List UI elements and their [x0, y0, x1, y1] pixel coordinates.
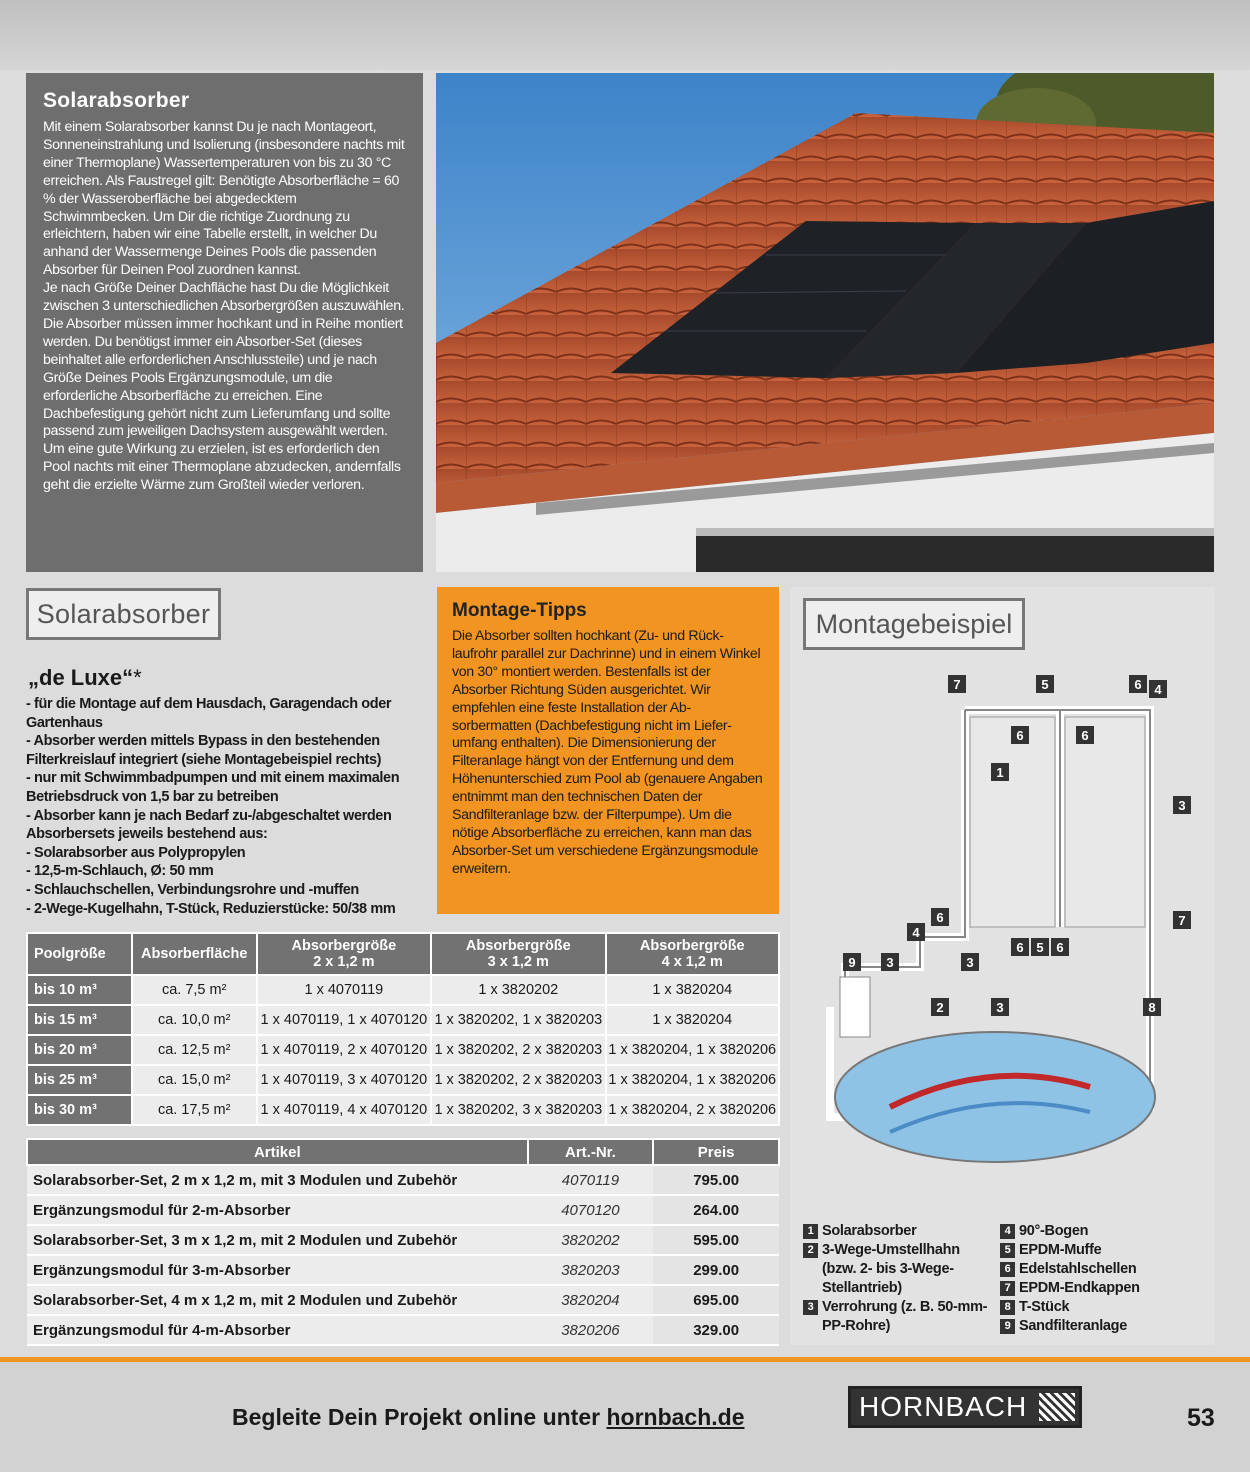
legend-number: 9 [1000, 1319, 1015, 1334]
footer-text-label: Begleite Dein Projekt online unter [232, 1404, 607, 1430]
diagram-badge [1076, 726, 1094, 744]
legend-number: 8 [1000, 1300, 1015, 1315]
legend-number: 6 [1000, 1262, 1015, 1277]
list-item: - Absorber werden mittels Bypass in den bestehenden Filterkreislauf integriert (siehe Montagebeispiel rechts) [26, 733, 382, 768]
diagram-badge [1011, 938, 1029, 956]
list-item: - 12,5-m-Schlauch, Ø: 50 mm [26, 863, 214, 880]
table-cell: 1 x 3820202, 2 x 3820203 [431, 1065, 605, 1095]
svg-text:3: 3 [886, 955, 894, 970]
table-cell: 1 x 4070119, 2 x 4070120 [257, 1035, 431, 1065]
legend-item [1000, 1317, 1210, 1336]
svg-text:5: 5 [1041, 677, 1049, 692]
list-item: - für die Montage auf dem Hausdach, Garagendach oder Gartenhaus [26, 696, 392, 731]
table-header: Preis [653, 1139, 779, 1165]
page-number: 53 [1187, 1404, 1215, 1432]
montage-tips-box [437, 587, 779, 914]
article-price: 299.00 [653, 1255, 779, 1285]
table-cell: ca. 15,0 m² [132, 1065, 257, 1095]
table-header: Absorberfläche [132, 933, 257, 975]
article-number: 3820206 [528, 1315, 654, 1345]
table-row [27, 1165, 779, 1195]
montage-diagram [790, 587, 1215, 1207]
diagram-badge [1031, 938, 1049, 956]
deluxe-feature-list [26, 695, 426, 918]
logo-hatch-icon [1039, 1393, 1075, 1421]
article-price: 595.00 [653, 1225, 779, 1255]
footer-text [232, 1404, 744, 1431]
article-name: Ergänzungsmodul für 2-m-Absorber [27, 1195, 528, 1225]
svg-text:1: 1 [996, 765, 1004, 780]
svg-text:3: 3 [966, 955, 974, 970]
logo-text: HORNBACH [859, 1391, 1028, 1422]
article-name: Solarabsorber-Set, 3 m x 1,2 m, mit 2 Modulen und Zubehör [27, 1225, 528, 1255]
deluxe-star: * [133, 665, 142, 690]
sandfilter [840, 977, 870, 1037]
diagram-badge [948, 675, 966, 693]
table-cell: 1 x 3820204 [606, 975, 779, 1005]
absorber-panel-right [1065, 717, 1145, 927]
table-row [27, 1065, 779, 1095]
table-cell: 1 x 3820204, 2 x 3820206 [606, 1095, 779, 1125]
legend-item [803, 1298, 993, 1336]
roof-photo [436, 73, 1214, 572]
legend-item [803, 1241, 993, 1298]
svg-text:6: 6 [1016, 940, 1024, 955]
table-header: Absorbergröße 4 x 1,2 m [606, 933, 779, 975]
table-row [27, 1195, 779, 1225]
diagram-badge [991, 763, 1009, 781]
deluxe-title-text: „de Luxe“ [28, 665, 134, 690]
table-row [27, 1285, 779, 1315]
table-cell: ca. 7,5 m² [132, 975, 257, 1005]
table-header: Artikel [27, 1139, 528, 1165]
diagram-badge [931, 998, 949, 1016]
section-title: Solarabsorber [26, 588, 221, 640]
diagram-badge [1129, 675, 1147, 693]
intro-title: Solarabsorber [43, 89, 190, 112]
svg-text:5: 5 [1036, 940, 1044, 955]
svg-text:6: 6 [1016, 728, 1024, 743]
table-header: Art.-Nr. [528, 1139, 654, 1165]
article-table [26, 1138, 780, 1346]
table-cell: ca. 12,5 m² [132, 1035, 257, 1065]
legend-label: Verrohrung (z. B. 50-mm-PP-Rohre) [822, 1299, 988, 1334]
deluxe-title [28, 665, 426, 691]
tips-text: Die Absorber sollten hochkant (Zu- und Rücklaufrohr parallel zur Dachrinne) und in einem Winkel von 30° montiert werden. Bestenfalls ist der Absorber Richtung Süden ausgerichtet. Wir empfehlen eine feste Installation der Absorbermatten (Dachbefestigung nicht im Lieferumfang enthalten). Die Dimensionierung der Filteranlage hängt von der Entfernung und dem Höhenunterschied zum Pool ab (genauere Angaben entnimmt man den technischen Daten der Sandfilteranlage bzw. der Filterpumpe). Um die nötige Absorberfläche zu erreichen, kann man das Absorber-Set um verschiedene Ergänzungsmodule erweitern. [452, 628, 763, 877]
table-cell: 1 x 3820202, 3 x 3820203 [431, 1095, 605, 1125]
diagram-badge [881, 953, 899, 971]
legend-left [803, 1222, 993, 1336]
legend-item [1000, 1222, 1210, 1241]
table-cell: ca. 10,0 m² [132, 1005, 257, 1035]
article-name: Solarabsorber-Set, 2 m x 1,2 m, mit 3 Modulen und Zubehör [27, 1165, 528, 1195]
svg-text:6: 6 [1056, 940, 1064, 955]
diagram-badge [991, 998, 1009, 1016]
list-item: - Schlauchschellen, Verbindungsrohre und -muffen [26, 881, 359, 898]
svg-text:4: 4 [912, 925, 920, 940]
table-cell: ca. 17,5 m² [132, 1095, 257, 1125]
pool [835, 1032, 1155, 1162]
svg-text:7: 7 [1178, 913, 1186, 928]
diagram-badge [1149, 680, 1167, 698]
svg-text:3: 3 [996, 1000, 1004, 1015]
article-name: Ergänzungsmodul für 4-m-Absorber [27, 1315, 528, 1345]
list-item: - 2-Wege-Kugelhahn, T-Stück, Reduzierstücke: 50/38 mm [26, 900, 396, 917]
svg-text:4: 4 [1154, 682, 1162, 697]
table-header: Absorbergröße 3 x 1,2 m [431, 933, 605, 975]
legend-item [1000, 1260, 1210, 1279]
legend-label: Solarabsorber [822, 1223, 917, 1239]
table-cell: bis 30 m³ [27, 1095, 132, 1125]
legend-label: 3-Wege-Umstellhahn (bzw. 2- bis 3-Wege-Stellantrieb) [822, 1242, 960, 1296]
article-number: 4070120 [528, 1195, 654, 1225]
top-band [0, 0, 1250, 70]
list-item: - Absorber kann je nach Bedarf zu-/abgeschaltet werden [26, 807, 392, 824]
list-item: - nur mit Schwimmbadpumpen und mit einem maximalen Betriebsdruck von 1,5 bar zu betreiben [26, 770, 400, 805]
table-cell: 1 x 3820202, 2 x 3820203 [431, 1035, 605, 1065]
article-name: Ergänzungsmodul für 3-m-Absorber [27, 1255, 528, 1285]
table-row [27, 1005, 779, 1035]
legend-item [803, 1222, 993, 1241]
article-price: 329.00 [653, 1315, 779, 1345]
table-cell: 1 x 4070119, 3 x 4070120 [257, 1065, 431, 1095]
table-cell: 1 x 4070119 [257, 975, 431, 1005]
diagram-badge [907, 923, 925, 941]
diagram-badge [1173, 796, 1191, 814]
legend-label: EPDM-Endkappen [1019, 1280, 1140, 1296]
table-header: Absorbergröße 2 x 1,2 m [257, 933, 431, 975]
table-header: Poolgröße [27, 933, 132, 975]
list-item: - Solarabsorber aus Polypropylen [26, 844, 246, 861]
legend-label: EPDM-Muffe [1019, 1242, 1102, 1258]
legend-item [1000, 1279, 1210, 1298]
diagram-badge [1143, 998, 1161, 1016]
montage-example-panel [790, 587, 1215, 1345]
table-cell: 1 x 3820204, 1 x 3820206 [606, 1065, 779, 1095]
article-number: 3820203 [528, 1255, 654, 1285]
svg-text:9: 9 [848, 955, 856, 970]
legend-number: 7 [1000, 1281, 1015, 1296]
hornbach-logo [848, 1386, 1082, 1428]
table-cell: 1 x 3820202 [431, 975, 605, 1005]
hornbach-link[interactable]: hornbach.de [606, 1404, 745, 1430]
article-number: 4070119 [528, 1165, 654, 1195]
svg-text:6: 6 [1081, 728, 1089, 743]
deluxe-block [26, 665, 426, 918]
table-row [27, 1315, 779, 1345]
intro-text: Mit einem Solarabsorber kannst Du je nach Montageort, Sonneneinstrahlung und Isolierung (insbesondere nachts mit einer Thermoplane) Wassertemperaturen von bis zu 30 °C erreichen. Als Faustregel gilt: Benötigte Absorberfläche = 60 % der Wasseroberfläche bei abgedecktem Schwimmbecken. Um Dir die richtige Zuordnung zu erleichtern, haben wir eine Tabelle erstellt, in welcher Du anhand der Wassermenge Deines Pools die passenden Absorber für Deinen Pool zuordnen kannst. Je nach Größe Deiner Dachfläche hast Du die Möglichkeit zwischen 3 unterschiedlichen Absorbergrößen auszuwählen. Die Absorber müssen immer hochkant und in Reihe montiert werden. Du benötigst immer ein Absorber-Set (dieses beinhaltet alle erforderlichen Anschlussteile) und je nach Größe Deines Pools Ergänzungsmodule, um die erforderliche Absorberfläche zu erreichen. Eine Dachbefestigung gehört nicht zum Lieferumfang und sollte passend zum jeweiligen Dachsystem ausgewählt werden. Um eine gute Wirkung zu erzielen, ist es erforderlich den Pool nachts mit einer Thermoplane abzudecken, andernfalls geht die erzielte Wärme zum Großteil wieder verloren. [43, 119, 405, 494]
tips-title: Montage-Tipps [452, 600, 587, 621]
svg-text:2: 2 [936, 1000, 944, 1015]
legend-label: Edelstahlschellen [1019, 1261, 1137, 1277]
article-price: 795.00 [653, 1165, 779, 1195]
article-price: 264.00 [653, 1195, 779, 1225]
table-row [27, 1255, 779, 1285]
svg-text:8: 8 [1148, 1000, 1156, 1015]
article-number: 3820204 [528, 1285, 654, 1315]
table-cell: 1 x 4070119, 4 x 4070120 [257, 1095, 431, 1125]
table-cell: 1 x 4070119, 1 x 4070120 [257, 1005, 431, 1035]
svg-text:6: 6 [936, 910, 944, 925]
table-cell: 1 x 3820204 [606, 1005, 779, 1035]
pool-size-table [26, 932, 780, 1126]
diagram-badge [843, 953, 861, 971]
table-row [27, 975, 779, 1005]
legend-number: 3 [803, 1300, 818, 1315]
legend-label: 90°-Bogen [1019, 1223, 1089, 1239]
legend-label: Sandfilteranlage [1019, 1318, 1128, 1334]
montage-title: Montagebeispiel [803, 598, 1025, 650]
table-cell: 1 x 3820204, 1 x 3820206 [606, 1035, 779, 1065]
table-cell: bis 15 m³ [27, 1005, 132, 1035]
diagram-badge [1036, 675, 1054, 693]
legend-item [1000, 1298, 1210, 1317]
intro-box [26, 73, 423, 572]
svg-text:7: 7 [953, 677, 961, 692]
legend-item [1000, 1241, 1210, 1260]
table-cell: bis 25 m³ [27, 1065, 132, 1095]
footer [0, 1362, 1250, 1472]
table-cell: bis 10 m³ [27, 975, 132, 1005]
article-number: 3820202 [528, 1225, 654, 1255]
legend-right [1000, 1222, 1210, 1336]
legend-label: T-Stück [1019, 1299, 1070, 1315]
table-row [27, 1225, 779, 1255]
legend-number: 4 [1000, 1224, 1015, 1239]
diagram-badge [931, 908, 949, 926]
table-row [27, 1095, 779, 1125]
diagram-badge [1051, 938, 1069, 956]
article-name: Solarabsorber-Set, 4 m x 1,2 m, mit 2 Modulen und Zubehör [27, 1285, 528, 1315]
diagram-badge [961, 953, 979, 971]
table-cell: bis 20 m³ [27, 1035, 132, 1065]
set-heading: Absorbersets jeweils bestehend aus: [26, 826, 268, 843]
diagram-badge [1011, 726, 1029, 744]
legend-number: 2 [803, 1243, 818, 1258]
table-row [27, 1035, 779, 1065]
legend-number: 1 [803, 1224, 818, 1239]
article-price: 695.00 [653, 1285, 779, 1315]
svg-text:6: 6 [1134, 677, 1142, 692]
absorber-panel-left [970, 717, 1055, 927]
svg-text:3: 3 [1178, 798, 1186, 813]
legend-number: 5 [1000, 1243, 1015, 1258]
diagram-badge [1173, 911, 1191, 929]
table-cell: 1 x 3820202, 1 x 3820203 [431, 1005, 605, 1035]
